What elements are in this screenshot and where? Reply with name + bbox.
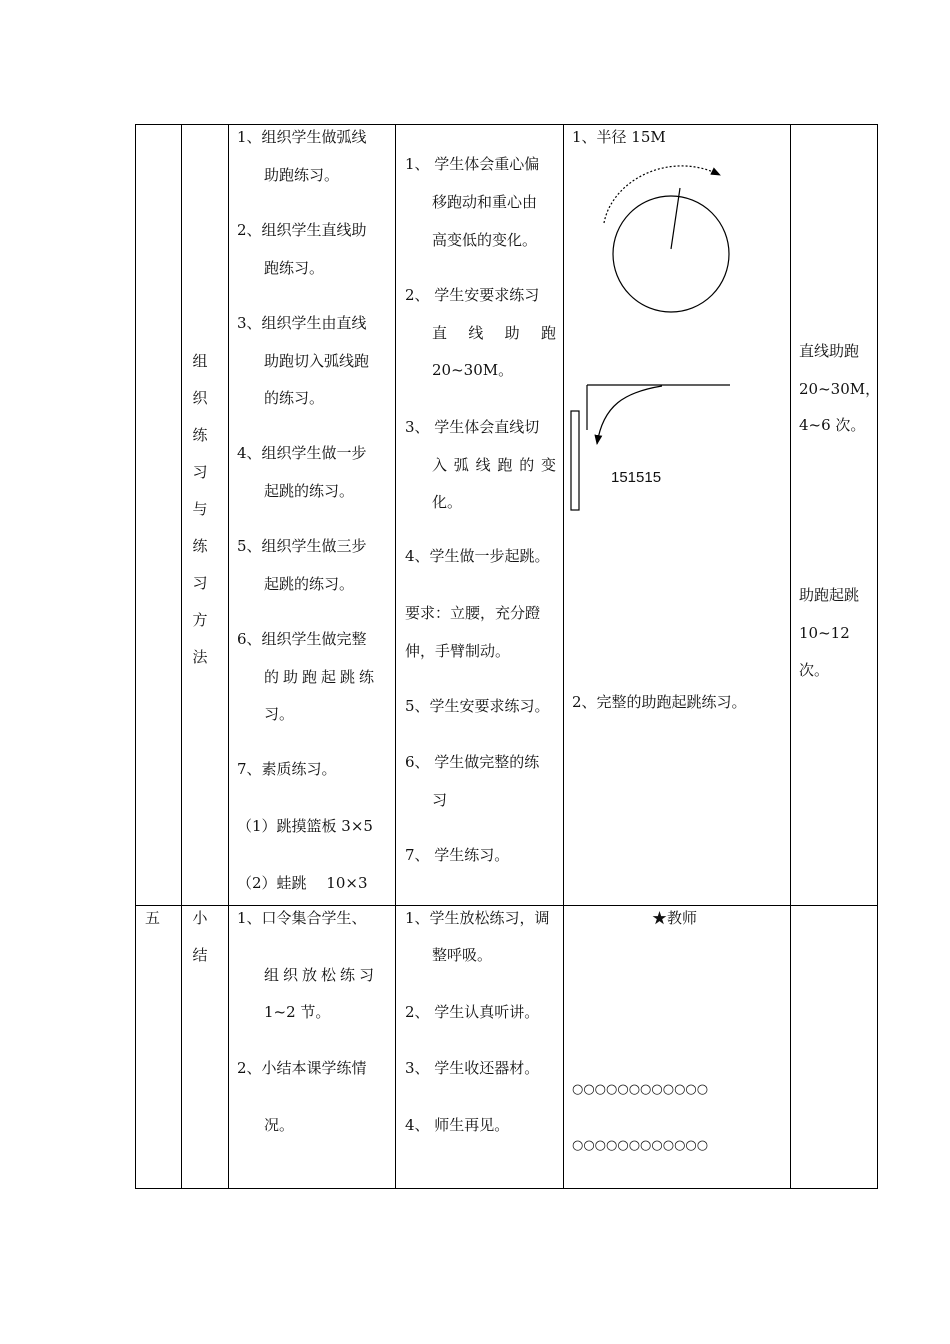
teacher-item-3: 3、组织学生由直线 xyxy=(237,314,367,332)
section-title: 组 织 练 习 与 练 习 方 法 xyxy=(192,352,208,666)
student-item-3-cont: 入 弧 线 跑 的 变 xyxy=(432,456,556,474)
load-text: 10~12 xyxy=(799,624,850,642)
teacher-item-5: 5、组织学生做三步 xyxy=(237,537,367,555)
student-item-1-cont: 移跑动和重心由 xyxy=(432,193,538,211)
student-item-5: 5、学生安要求练习。 xyxy=(405,697,550,715)
section-number: 五 xyxy=(145,909,161,927)
student-item-2-cont: 直 线 助 跑 xyxy=(432,324,556,342)
student-item-2-cont2: 20~30M。 xyxy=(432,361,514,379)
teacher-item-6: 6、组织学生做完整 xyxy=(237,630,367,648)
load-text: 4~6 次。 xyxy=(799,416,866,434)
teacher-item-2-cont: 跑练习。 xyxy=(264,259,325,277)
summary-teacher-item: 况。 xyxy=(264,1116,295,1134)
student-item-6: 6、 学生做完整的练 xyxy=(405,753,540,771)
load-text: 20~30M， xyxy=(799,380,881,398)
summary-student-item: 1、学生放松练习，调 xyxy=(405,909,550,927)
teacher-item-5-cont: 起跳的练习。 xyxy=(264,575,355,593)
teacher-item-6-cont: 的助跑起跳练 xyxy=(264,668,379,686)
load-text: 直线助跑 xyxy=(799,342,860,360)
radius-line xyxy=(671,188,680,249)
teacher-item-1-cont: 助跑练习。 xyxy=(264,166,340,184)
teacher-item-9: （2）蛙跳 10×3 xyxy=(237,874,368,892)
summary-student-item: 整呼吸。 xyxy=(432,946,493,964)
org-item-1: 1、半径 15M xyxy=(572,128,666,146)
student-item-4: 4、学生做一步起跳。 xyxy=(405,547,550,565)
section-title: 小 结 xyxy=(192,909,208,964)
teacher-star-marker: ★教师 xyxy=(652,909,698,927)
teacher-item-3-cont2: 的练习。 xyxy=(264,389,325,407)
student-requirement: 要求：立腰，充分蹬 xyxy=(405,604,541,622)
summary-student-item: 4、 师生再见。 xyxy=(405,1116,510,1134)
student-item-1: 1、 学生体会重心偏 xyxy=(405,155,540,173)
summary-teacher-item: 组织放松练习 xyxy=(264,966,379,984)
summary-student-item: 3、 学生收还器材。 xyxy=(405,1059,540,1077)
student-item-6-cont: 习 xyxy=(432,791,448,809)
summary-teacher-item: 1~2 节。 xyxy=(264,1003,331,1021)
student-item-7: 7、 学生练习。 xyxy=(405,846,510,864)
summary-teacher-item: 1、口令集合学生、 xyxy=(237,909,367,927)
curved-approach-arrow-icon xyxy=(597,386,662,444)
student-item-2: 2、 学生安要求练习 xyxy=(405,286,540,304)
teacher-item-4-cont: 起跳的练习。 xyxy=(264,482,355,500)
student-formation-row: ○○○○○○○○○○○○ xyxy=(572,1138,709,1153)
load-text: 助跑起跳 xyxy=(799,586,860,604)
teacher-item-4: 4、组织学生做一步 xyxy=(237,444,367,462)
curved-arrow-icon xyxy=(604,166,720,223)
student-requirement-cont: 伸，手臂制动。 xyxy=(405,642,511,660)
teacher-item-2: 2、组织学生直线助 xyxy=(237,221,367,239)
teacher-item-8: （1）跳摸篮板 3×5 xyxy=(237,817,373,835)
circle-track-icon xyxy=(613,196,729,312)
summary-teacher-item: 2、小结本课学练情 xyxy=(237,1059,367,1077)
teacher-item-1: 1、组织学生做弧线 xyxy=(237,128,367,146)
org-distance-label: 151515 xyxy=(611,469,662,486)
student-formation-row: ○○○○○○○○○○○○ xyxy=(572,1082,709,1097)
takeoff-board-icon xyxy=(571,411,579,510)
approach-run-diagram xyxy=(571,385,730,510)
student-item-3: 3、 学生体会直线切 xyxy=(405,418,540,436)
org-item-2: 2、完整的助跑起跳练习。 xyxy=(572,693,747,711)
student-item-3-cont2: 化。 xyxy=(432,493,463,511)
teacher-item-3-cont: 助跑切入弧线跑 xyxy=(264,352,370,370)
teacher-item-7: 7、素质练习。 xyxy=(237,760,337,778)
teacher-item-6-cont2: 习。 xyxy=(264,705,295,723)
student-item-1-cont2: 高变低的变化。 xyxy=(432,231,538,249)
load-text: 次。 xyxy=(799,661,830,679)
summary-student-item: 2、 学生认真听讲。 xyxy=(405,1003,540,1021)
